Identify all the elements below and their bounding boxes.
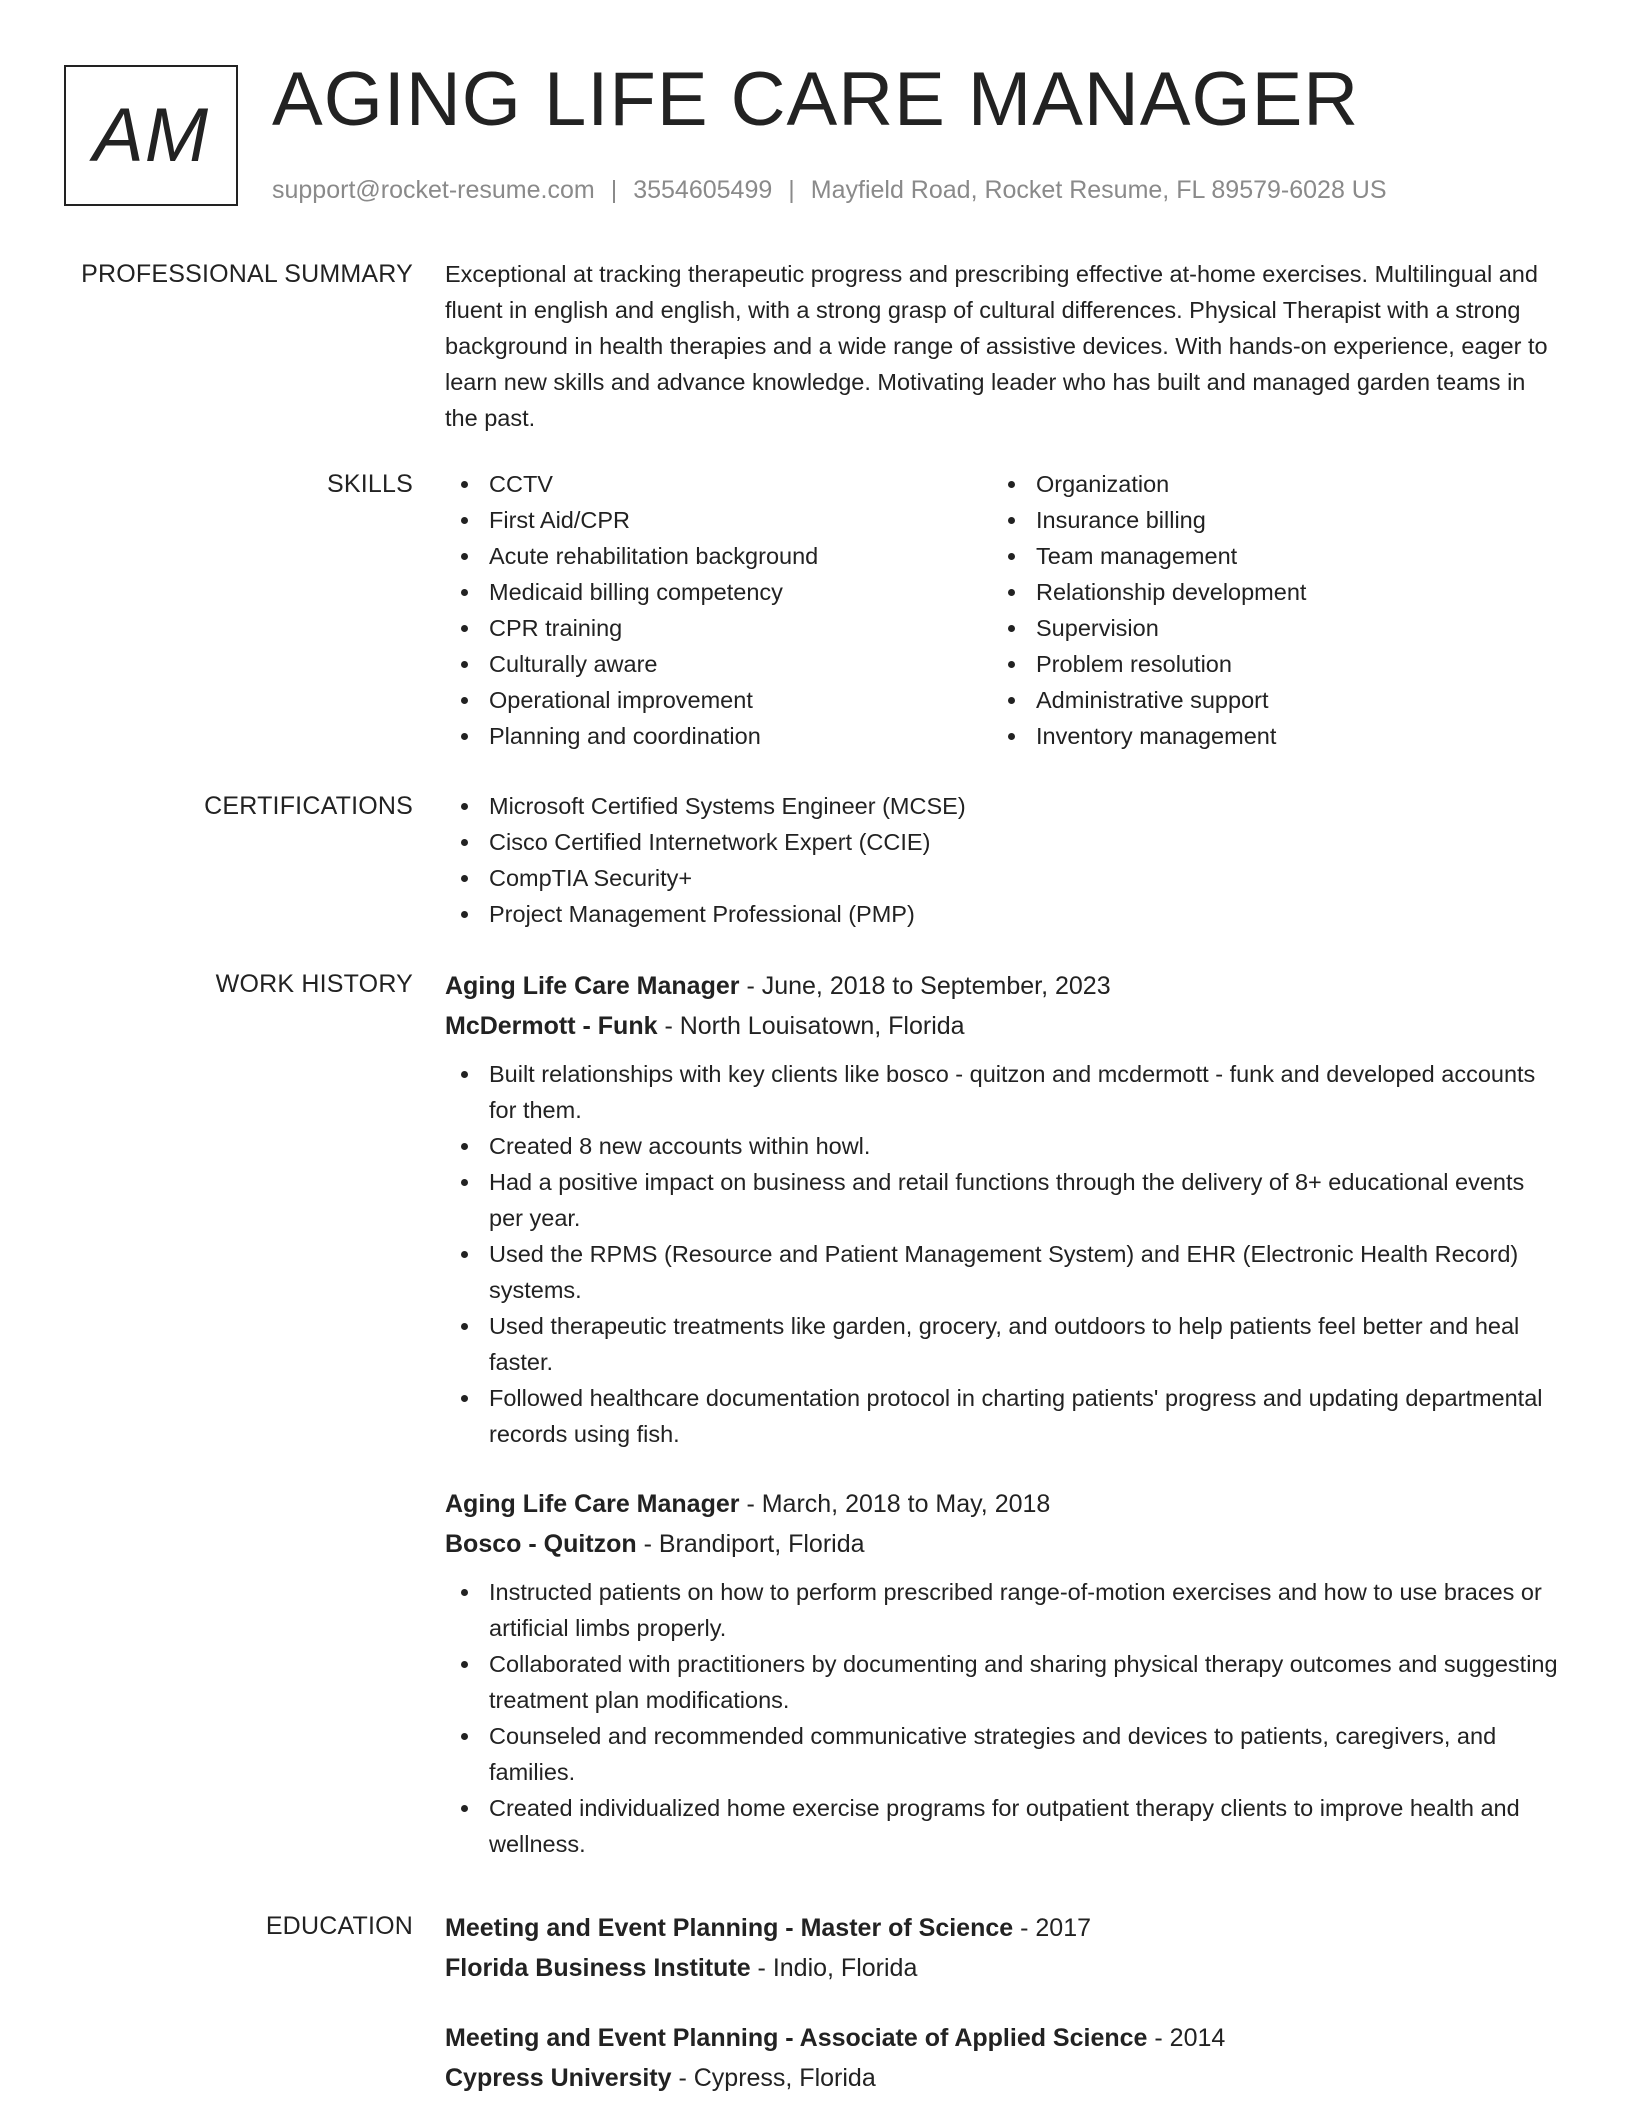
contact-separator: |	[610, 176, 618, 204]
skill-item: Acute rehabilitation background	[445, 538, 992, 574]
section-title-work-history: WORK HISTORY	[215, 970, 413, 998]
skill-item: Insurance billing	[992, 502, 1539, 538]
contact-email[interactable]: support@rocket-resume.com	[272, 176, 595, 204]
education-location: - Cypress, Florida	[671, 2064, 876, 2092]
section-title-education: EDUCATION	[265, 1912, 413, 1940]
section-title-certifications: CERTIFICATIONS	[204, 792, 413, 820]
contact-line	[272, 175, 1387, 205]
education-degree-line	[445, 2018, 1560, 2058]
skill-item: Supervision	[992, 610, 1539, 646]
skill-item: First Aid/CPR	[445, 502, 992, 538]
job-duty: Collaborated with practitioners by documenting and sharing physical therapy outcomes and suggesting treatment plan modifications.	[445, 1646, 1560, 1718]
education-school: Florida Business Institute	[445, 1954, 751, 1982]
work-history-body	[445, 966, 1560, 1862]
job-entry	[445, 1484, 1560, 1862]
job-entry	[445, 966, 1560, 1452]
summary-text: Exceptional at tracking therapeutic progress and prescribing effective at-home exercises. Multilingual and fluent in english and english, with a strong grasp of cultural differences. Physical Therapist with a strong background in health therapies and a wide range of assistive devices. With hands-on experience, eager to learn new skills and advance knowledge. Motivating leader who has built and managed garden teams in the past.	[445, 261, 1548, 431]
skill-item: Administrative support	[992, 682, 1539, 718]
job-duty: Counseled and recommended communicative strategies and devices to patients, caregivers, and families.	[445, 1718, 1560, 1790]
job-dates: - March, 2018 to May, 2018	[739, 1490, 1051, 1518]
job-company: Bosco - Quitzon	[445, 1530, 637, 1558]
skills-column-left	[445, 466, 992, 754]
skills-list-left	[445, 466, 992, 754]
skill-item: Team management	[992, 538, 1539, 574]
certifications-body	[445, 788, 1560, 932]
job-company-line	[445, 1524, 1560, 1564]
certifications-list	[445, 788, 1560, 932]
education-location: - Indio, Florida	[750, 1954, 918, 1982]
job-company-line	[445, 1006, 1560, 1046]
skills-body	[445, 466, 1560, 754]
section-title-summary: PROFESSIONAL SUMMARY	[81, 260, 413, 288]
job-dates: - June, 2018 to September, 2023	[739, 972, 1111, 1000]
monogram-initials: AM	[93, 92, 209, 178]
job-role: Aging Life Care Manager	[445, 1490, 740, 1518]
skills-columns	[445, 466, 1560, 754]
education-school: Cypress University	[445, 2064, 672, 2092]
education-degree-line	[445, 1908, 1560, 1948]
resume-title: AGING LIFE CARE MANAGER	[272, 57, 1360, 142]
job-title-line	[445, 966, 1560, 1006]
job-duty: Followed healthcare documentation protocol in charting patients' progress and updating departmental records using fish.	[445, 1380, 1560, 1452]
job-location: - North Louisatown, Florida	[657, 1012, 965, 1040]
job-location: - Brandiport, Florida	[636, 1530, 865, 1558]
job-duty: Used the RPMS (Resource and Patient Management System) and EHR (Electronic Health Record) systems.	[445, 1236, 1560, 1308]
education-year: - 2017	[1013, 1914, 1092, 1942]
skill-item: Medicaid billing competency	[445, 574, 992, 610]
job-duty: Used therapeutic treatments like garden, grocery, and outdoors to help patients feel better and heal faster.	[445, 1308, 1560, 1380]
certification-item: CompTIA Security+	[445, 860, 1560, 896]
contact-address: Mayfield Road, Rocket Resume, FL 89579-6028 US	[810, 176, 1387, 204]
job-duty: Created individualized home exercise programs for outpatient therapy clients to improve health and wellness.	[445, 1790, 1560, 1862]
skill-item: Relationship development	[992, 574, 1539, 610]
education-school-line	[445, 1948, 1560, 1988]
certification-item: Cisco Certified Internetwork Expert (CCIE)	[445, 824, 1560, 860]
certification-item: Project Management Professional (PMP)	[445, 896, 1560, 932]
job-title-line	[445, 1484, 1560, 1524]
skill-item: Culturally aware	[445, 646, 992, 682]
skill-item: Inventory management	[992, 718, 1539, 754]
education-degree: Meeting and Event Planning - Associate of Applied Science	[445, 2024, 1148, 2052]
skill-item: Organization	[992, 466, 1539, 502]
job-duties-list	[445, 1574, 1560, 1862]
job-duties-list	[445, 1056, 1560, 1452]
skills-list-right	[992, 466, 1539, 754]
skill-item: Operational improvement	[445, 682, 992, 718]
section-title-skills: SKILLS	[327, 470, 413, 498]
certification-item: Microsoft Certified Systems Engineer (MCSE)	[445, 788, 1560, 824]
skill-item: CCTV	[445, 466, 992, 502]
job-duty: Instructed patients on how to perform prescribed range-of-motion exercises and how to use braces or artificial limbs properly.	[445, 1574, 1560, 1646]
skills-column-right	[992, 466, 1539, 754]
skill-item: Problem resolution	[992, 646, 1539, 682]
job-duty: Built relationships with key clients like bosco - quitzon and mcdermott - funk and developed accounts for them.	[445, 1056, 1560, 1128]
monogram-box	[64, 65, 238, 206]
contact-phone[interactable]: 3554605499	[633, 176, 773, 204]
job-company: McDermott - Funk	[445, 1012, 658, 1040]
education-body	[445, 1908, 1560, 2098]
skill-item: Planning and coordination	[445, 718, 992, 754]
contact-separator: |	[788, 176, 795, 204]
job-role: Aging Life Care Manager	[445, 972, 740, 1000]
education-year: - 2014	[1147, 2024, 1226, 2052]
education-degree: Meeting and Event Planning - Master of Science	[445, 1914, 1014, 1942]
job-duty: Created 8 new accounts within howl.	[445, 1128, 1560, 1164]
education-school-line	[445, 2058, 1560, 2098]
skill-item: CPR training	[445, 610, 992, 646]
job-duty: Had a positive impact on business and retail functions through the delivery of 8+ educational events per year.	[445, 1164, 1560, 1236]
